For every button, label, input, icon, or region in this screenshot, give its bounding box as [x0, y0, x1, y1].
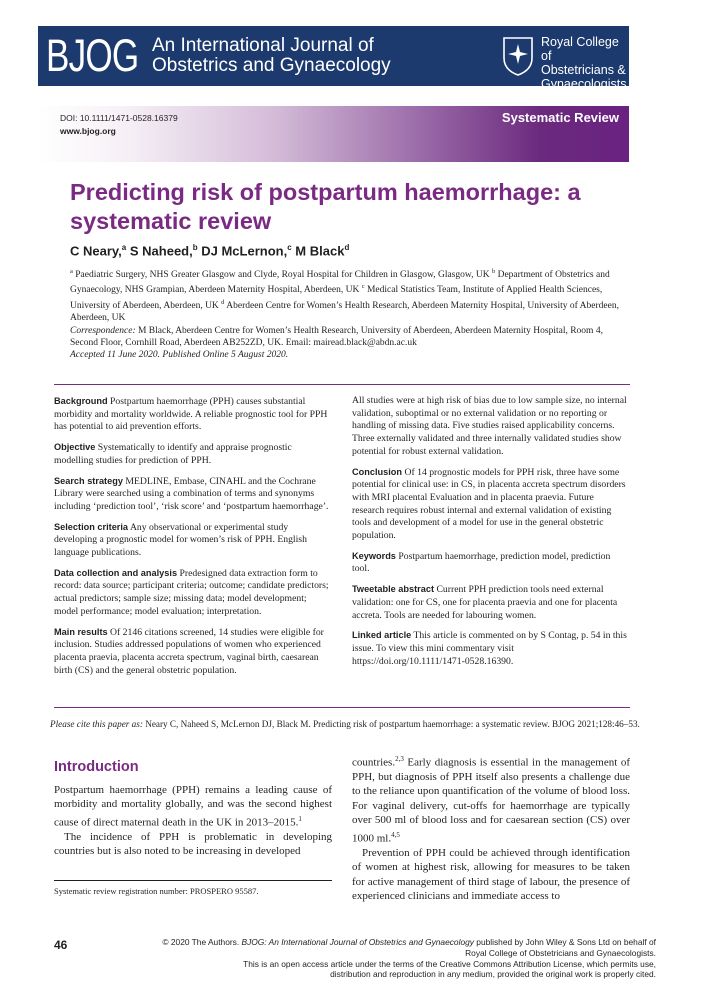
abstract-column-left: [54, 395, 329, 684]
journal-name: An International Journal of Obstetrics and Gynaecology: [152, 35, 391, 76]
citation-line: Please cite this paper as: Neary C, Naheed S, McLernon DJ, Black M. Predicting risk of postpartum haemorrhage: a systematic review. BJOG 2021;128:46–53.: [50, 719, 640, 729]
author-name: S Naheed,: [129, 243, 193, 259]
footnote-rule: [54, 880, 332, 881]
abstract-search-strategy: Search strategy MEDLINE, Embase, CINAHL and the Cochrane Library were searched using a combination of terms and synonyms including ‘prediction tool’, ‘risk score’ and ‘postpartum haemorrhage’.: [54, 475, 329, 512]
abstract-column-right: [352, 395, 627, 675]
website-link[interactable]: www.bjog.org: [60, 126, 116, 136]
body-paragraph: Prevention of PPH could be achieved through identification of women at highest risk, allowing for measures to be taken for active management of third stage of labour, the presence of experienced clinicians and immediate access to: [352, 846, 630, 902]
body-paragraph: The incidence of PPH is problematic in developing countries but is also noted to be increasing in developed: [54, 830, 332, 858]
body-column-right: [352, 752, 630, 903]
abstract-bottom-rule: [54, 707, 630, 708]
abstract-keywords: Keywords Postpartum haemorrhage, prediction model, prediction tool.: [352, 550, 611, 575]
section-heading-introduction: Introduction: [54, 759, 139, 775]
author-name: DJ McLernon,: [201, 243, 288, 259]
abstract-linked-article: Linked article This article is commented on by S Contag, p. 54 in this issue. To view this mini commentary visit https://doi.org/10.1111/1471-0528.16390.: [352, 630, 627, 667]
abstract-background: Background Postpartum haemorrhage (PPH) causes substantial morbidity and mortality worldwide. A reliable prognostic tool for PPH has potential to aid prevention efforts.: [54, 396, 328, 433]
abstract-tweetable: Tweetable abstract Current PPH prediction tools need external validation: one for CS, one for placenta praevia and one for placenta accreta. Tools are needed for labouring women.: [352, 584, 618, 621]
article-type: Systematic Review: [501, 110, 619, 125]
rcog-shield-icon: [502, 36, 534, 76]
journal-logo: BJOG: [46, 30, 139, 81]
body-paragraph: Postpartum haemorrhage (PPH) remains a leading cause of morbidity and mortality globally, and was the second highest cause of direct maternal death in the UK in 2013–2015.$^1$: [54, 784, 332, 829]
abstract-data-collection: Data collection and analysis Predesigned data extraction form to record: data source; participant criteria; outcome; candidate predictors; actual predictors; sample size; missing data; model development; model performance; model evaluation; interpretation.: [54, 567, 329, 617]
abstract-main-results-continued: All studies were at high risk of bias due to low sample size, no internal validation, suboptimal or no external validation or no reporting or handling of missing data. Five studies raised applicability concerns. Three externally validated and three internally validated studies show potential for robust external validation.: [352, 395, 627, 457]
abstract-top-rule: [54, 384, 630, 385]
abstract-conclusion: Conclusion Of 14 prognostic models for PPH risk, three have some potential for clinical use: in CS, in placenta accreta spectrum disorders with MRI placental Evaluation and in placenta praevia. Future research requires robust internal and external validation of existing tools and development of a model for use in the general obstetric population.: [352, 466, 626, 542]
rcog-name: Royal College of Obstetricians & Gynaecologists: [541, 35, 627, 91]
author-list: C Neary,$^a$ S Naheed,$^b$ DJ McLernon,$^c$ M Black$^d$: [70, 243, 350, 259]
journal-header: [38, 26, 629, 91]
body-paragraph: countries.$^{2,3}$ Early diagnosis is essential in the management of PPH, but diagnosis of PPH itself also presents a challenge due to the reliance upon quantification of the volume of blood loss. For vaginal delivery, cut-offs for haemorrhage are typically over 500 ml of blood loss and for caesarean section (CS) over 1000 ml.$^{4,5}$: [352, 755, 630, 845]
accepted-date: Accepted 11 June 2020. Published Online 5 August 2020.: [70, 350, 289, 360]
copyright-notice: © 2020 The Authors. BJOG: An International Journal of Obstetrics and Gynaecology published by John Wiley & Sons Ltd on behalf of Royal College of Obstetricians and Gynaecologists. This is an open access article under the terms of the Creative Commons Attribution License, which permits use, distribution and reproduction in any medium, provided the original work is properly cited.: [162, 937, 656, 980]
abstract-main-results: Main results Of 2146 citations screened, 14 studies were eligible for inclusion. Studies addressed populations of women who experienced placenta praevia, placenta accreta spectrum, vaginal birth, caesarean birth (CS) and the general obstetric population.: [54, 626, 324, 676]
article-title: Predicting risk of postpartum haemorrhage: a systematic review: [70, 179, 581, 234]
author-name: M Black: [295, 243, 345, 259]
body-column-left: [54, 783, 332, 859]
page-number: 46: [54, 938, 68, 952]
registration-number: Systematic review registration number: PROSPERO 95587.: [54, 886, 259, 896]
affiliations: $^a$ Paediatric Surgery, NHS Greater Glasgow and Clyde, Royal Hospital for Children in Glasgow, Glasgow, UK $^b$ Department of Obstetrics and Gynaecology, NHS Grampian, Aberdeen Maternity Hospital, Aberdeen, UK $^c$ Medical Statistics Team, Institute of Applied Health Sciences, University of Aberdeen, Aberdeen, UK $^d$ Aberdeen Centre for Women’s Health Research, Aberdeen Maternity Hospital, University of Aberdeen, Aberdeen, UK Correspondence: M Black, Aberdeen Centre for Women’s Health Research, University of Aberdeen, Aberdeen Maternity Hospital, Room 4, Second Floor, Cornhill Road, Aberdeen AB252ZD, UK. Email: mairead.black@abdn.ac.uk: [70, 266, 632, 349]
author-name: C Neary,: [70, 243, 122, 259]
abstract-selection-criteria: Selection criteria Any observational or experimental study developing a prognostic model for women’s risk of PPH. English language publications.: [54, 521, 307, 559]
abstract-objective: Objective Systematically to identify and appraise prognostic modelling studies for prediction of PPH.: [54, 442, 292, 466]
correspondence: Correspondence: M Black, Aberdeen Centre for Women’s Health Research, University of Aberdeen, Aberdeen Maternity Hospital, Room 4, Second Floor, Cornhill Road, Aberdeen AB252ZD, UK. Email: mairead.black@abdn.ac.uk: [70, 325, 603, 348]
doi: DOI: 10.1111/1471-0528.16379: [60, 113, 178, 123]
